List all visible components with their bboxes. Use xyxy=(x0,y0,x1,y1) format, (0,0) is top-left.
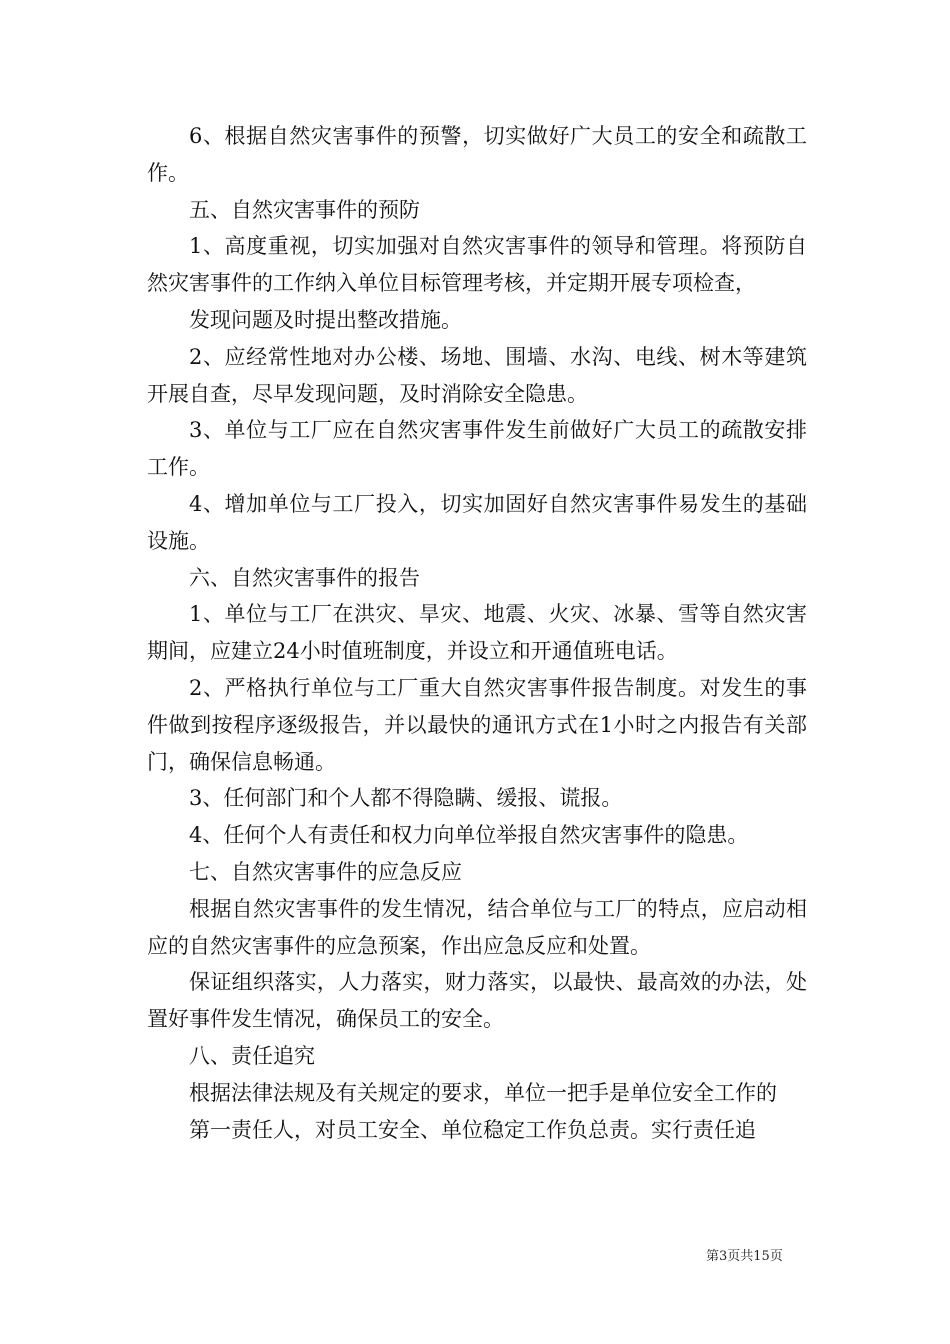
paragraph: 3、任何部门和个人都不得隐瞒、缓报、谎报。 xyxy=(189,786,623,811)
document-body xyxy=(147,118,807,1148)
paragraph: 2、严格执行单位与工厂重大自然灾害事件报告制度。对发生的事件做到按程序逐级报告，并以最快的通讯方式在1小时之内报告有关部门，确保信息畅通。 xyxy=(147,675,807,774)
paragraph: 1、高度重视，切实加强对自然灾害事件的领导和管理。将预防自然灾害事件的工作纳入单位目标管理考核，并定期开展专项检查， xyxy=(147,234,807,296)
paragraph: 2、应经常性地对办公楼、场地、围墙、水沟、电线、树木等建筑开展自查，尽早发现问题，及时消除安全隐患。 xyxy=(147,344,807,406)
section-heading: 五、自然灾害事件的预防 xyxy=(189,197,420,222)
paragraph: 发现问题及时提出整改措施。 xyxy=(189,307,462,332)
paragraph: 1、单位与工厂在洪灾、旱灾、地震、火灾、冰暴、雪等自然灾害期间，应建立24小时值班制度，并设立和开通值班电话。 xyxy=(147,602,807,664)
section-heading: 七、自然灾害事件的应急反应 xyxy=(189,859,462,884)
page-number: 第3页共15页 xyxy=(706,1249,783,1264)
paragraph: 根据法律法规及有关规定的要求，单位一把手是单位安全工作的 xyxy=(189,1080,777,1105)
section-heading: 八、责任追究 xyxy=(189,1043,315,1068)
paragraph: 4、任何个人有责任和权力向单位举报自然灾害事件的隐患。 xyxy=(189,823,749,848)
paragraph: 4、增加单位与工厂投入，切实加固好自然灾害事件易发生的基础设施。 xyxy=(147,491,807,553)
paragraph: 3、单位与工厂应在自然灾害事件发生前做好广大员工的疏散安排工作。 xyxy=(147,418,807,480)
paragraph: 第一责任人，对员工安全、单位稳定工作负总责。实行责任追 xyxy=(189,1117,756,1142)
paragraph: 根据自然灾害事件的发生情况，结合单位与工厂的特点，应启动相应的自然灾害事件的应急预案，作出应急反应和处置。 xyxy=(147,896,807,958)
section-heading: 六、自然灾害事件的报告 xyxy=(189,565,420,590)
paragraph: 6、根据自然灾害事件的预警，切实做好广大员工的安全和疏散工作。 xyxy=(147,124,807,185)
paragraph: 保证组织落实，人力落实，财力落实，以最快、最高效的办法，处置好事件发生情况，确保员工的安全。 xyxy=(147,970,807,1032)
